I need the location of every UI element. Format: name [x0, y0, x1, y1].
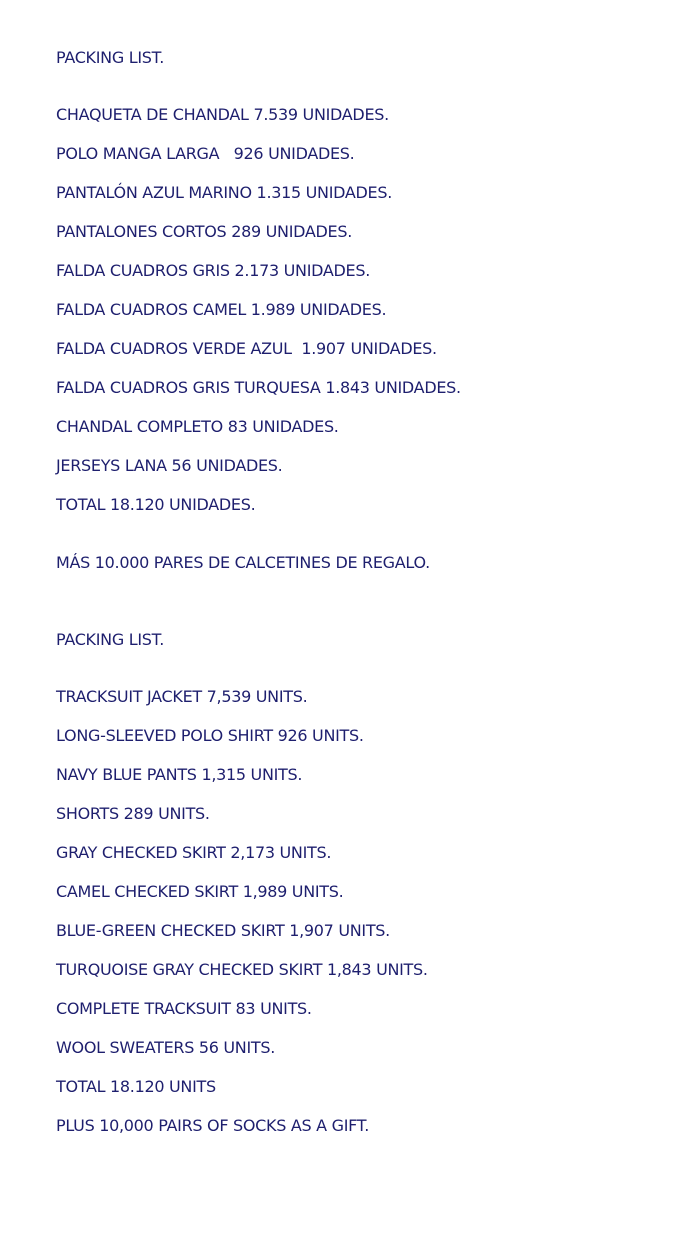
packing-list-line: JERSEYS LANA 56 UNIDADES. — [56, 456, 283, 475]
packing-list-line: FALDA CUADROS VERDE AZUL 1.907 UNIDADES. — [56, 339, 437, 358]
packing-list-line: SHORTS 289 UNITS. — [56, 804, 210, 823]
packing-list-line: FALDA CUADROS GRIS TURQUESA 1.843 UNIDADES. — [56, 378, 461, 397]
packing-list-line: GRAY CHECKED SKIRT 2,173 UNITS. — [56, 843, 332, 862]
item-list-english — [56, 687, 670, 1057]
item-list-spanish — [56, 105, 670, 475]
packing-list-section-english — [56, 630, 670, 1135]
packing-list-line: NAVY BLUE PANTS 1,315 UNITS. — [56, 765, 303, 784]
gift-note-english: PLUS 10,000 PAIRS OF SOCKS AS A GIFT. — [56, 1116, 370, 1135]
packing-list-line: PANTALONES CORTOS 289 UNIDADES. — [56, 222, 352, 241]
packing-list-line: WOOL SWEATERS 56 UNITS. — [56, 1038, 275, 1057]
packing-list-line: CHANDAL COMPLETO 83 UNIDADES. — [56, 417, 339, 436]
packing-list-line: FALDA CUADROS GRIS 2.173 UNIDADES. — [56, 261, 370, 280]
section-heading-spanish: PACKING LIST. — [56, 48, 164, 67]
packing-list-line: BLUE-GREEN CHECKED SKIRT 1,907 UNITS. — [56, 921, 390, 940]
packing-list-line: POLO MANGA LARGA 926 UNIDADES. — [56, 144, 355, 163]
packing-list-line: LONG-SLEEVED POLO SHIRT 926 UNITS. — [56, 726, 364, 745]
packing-list-line: TRACKSUIT JACKET 7,539 UNITS. — [56, 687, 308, 706]
packing-list-line: FALDA CUADROS CAMEL 1.989 UNIDADES. — [56, 300, 387, 319]
packing-list-line: PANTALÓN AZUL MARINO 1.315 UNIDADES. — [56, 183, 393, 202]
section-heading-english: PACKING LIST. — [56, 630, 164, 649]
total-line-spanish: TOTAL 18.120 UNIDADES. — [56, 495, 256, 514]
packing-list-section-spanish — [56, 48, 670, 572]
packing-list-line: CHAQUETA DE CHANDAL 7.539 UNIDADES. — [56, 105, 389, 124]
packing-list-line: TURQUOISE GRAY CHECKED SKIRT 1,843 UNITS. — [56, 960, 428, 979]
packing-list-line: COMPLETE TRACKSUIT 83 UNITS. — [56, 999, 312, 1018]
total-line-english: TOTAL 18.120 UNITS — [56, 1077, 216, 1096]
gift-note-spanish: MÁS 10.000 PARES DE CALCETINES DE REGALO. — [56, 553, 430, 572]
packing-list-line: CAMEL CHECKED SKIRT 1,989 UNITS. — [56, 882, 344, 901]
